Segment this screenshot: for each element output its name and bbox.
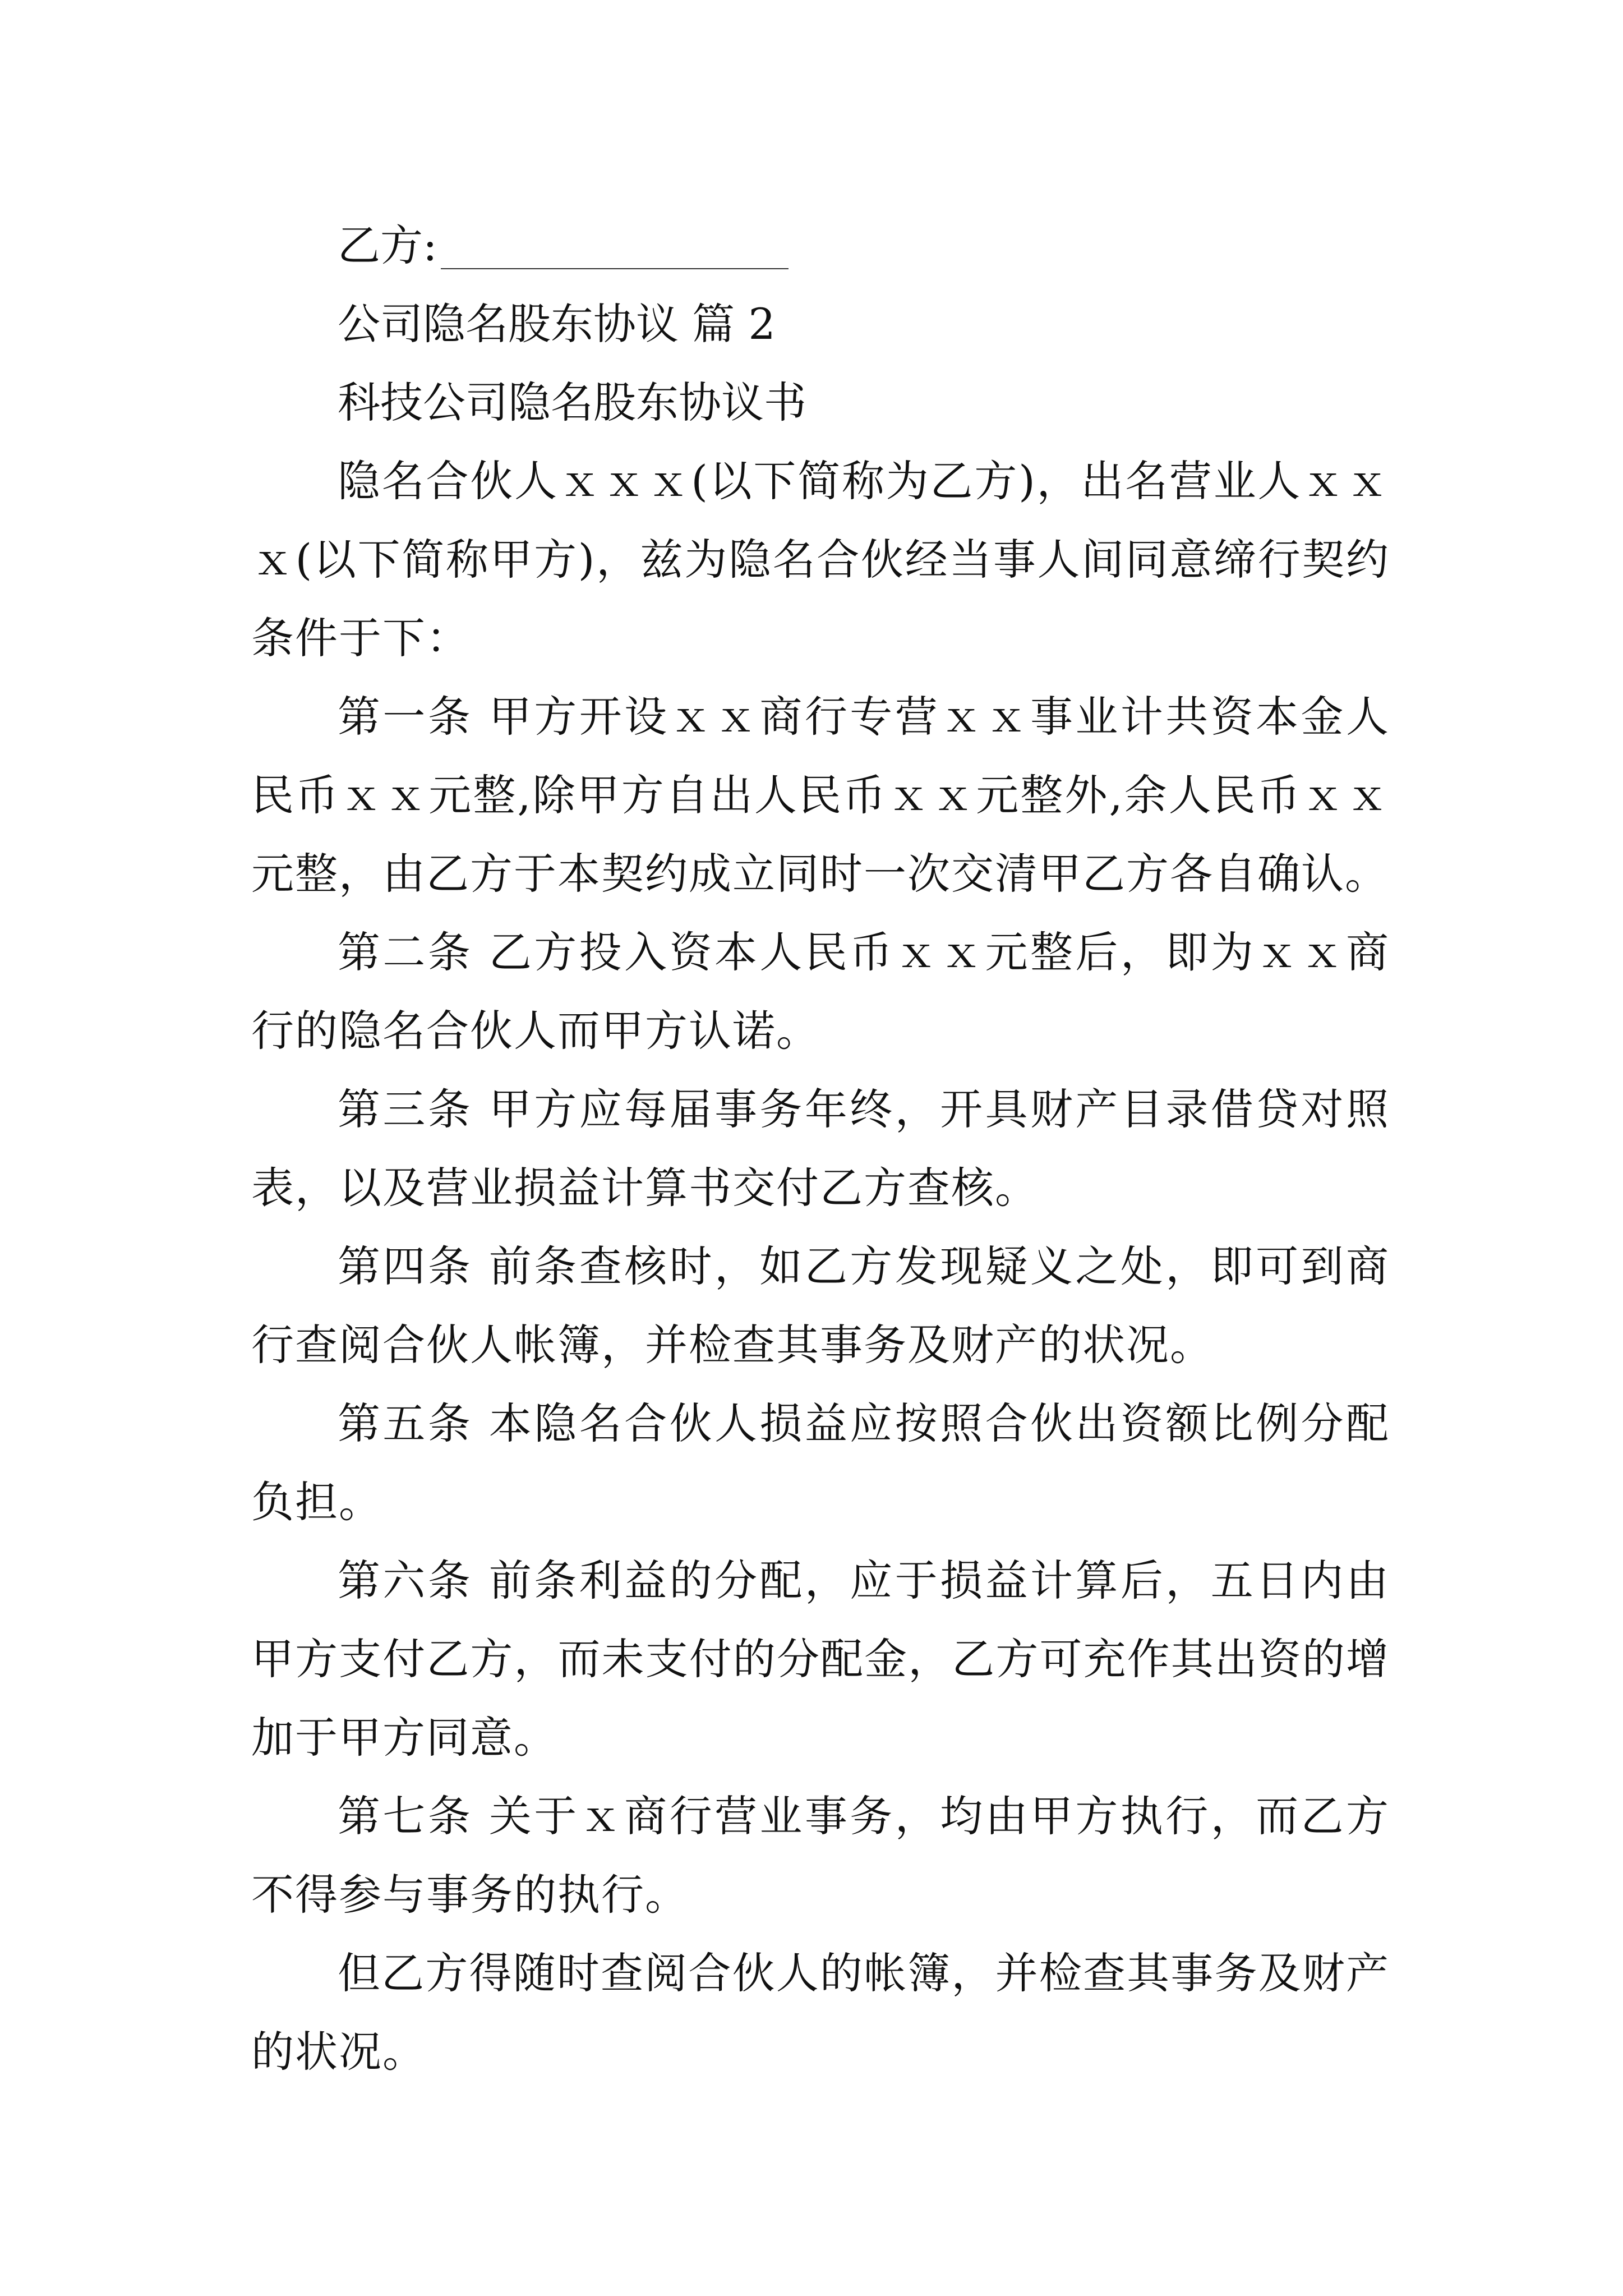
paragraph-preamble: 隐名合伙人ｘｘｘ(以下简称为乙方)，出名营业人ｘｘｘ(以下简称甲方)，兹为隐名合伙经当事人间同意缔行契约条件于下：: [251, 456, 1390, 663]
party-b-label: 乙方:: [338, 220, 437, 270]
section-title: 公司隐名股东协议 篇 2: [338, 299, 776, 349]
document-body: [251, 206, 1390, 2091]
paragraph-article-5: 第五条 本隐名合伙人损益应按照合伙出资额比例分配负担。: [251, 1398, 1390, 1527]
paragraph-article-6: 第六条 前条利益的分配，应于损益计算后，五日内由甲方支付乙方，而未支付的分配金，乙方可充作其出资的增加于甲方同意。: [251, 1556, 1390, 1763]
paragraph-article-3: 第三条 甲方应每届事务年终，开具财产目录借贷对照表，以及营业损益计算书交付乙方查核。: [251, 1084, 1390, 1213]
paragraph-article-7: 第七条 关于ｘ商行营业事务，均由甲方执行，而乙方不得参与事务的执行。: [251, 1791, 1390, 1920]
paragraph-article-7-continued: 但乙方得随时查阅合伙人的帐簿，并检查其事务及财产的状况。: [251, 1948, 1390, 2077]
party-b-signature-line: [251, 206, 1390, 285]
paragraph-article-2: 第二条 乙方投入资本人民币ｘｘ元整后，即为ｘｘ商行的隐名合伙人而甲方认诺。: [251, 927, 1390, 1056]
document-title: 科技公司隐名股东协议书: [338, 378, 806, 427]
signature-blank: [441, 268, 789, 269]
paragraph-article-4: 第四条 前条查核时，如乙方发现疑义之处，即可到商行查阅合伙人帐簿，并检查其事务及财产的状况。: [251, 1241, 1390, 1370]
paragraph-article-1: 第一条 甲方开设ｘｘ商行专营ｘｘ事业计共资本金人民币ｘｘ元整,除甲方自出人民币ｘｘ元整外,余人民币ｘｘ元整，由乙方于本契约成立同时一次交清甲乙方各自确认。: [251, 692, 1390, 899]
